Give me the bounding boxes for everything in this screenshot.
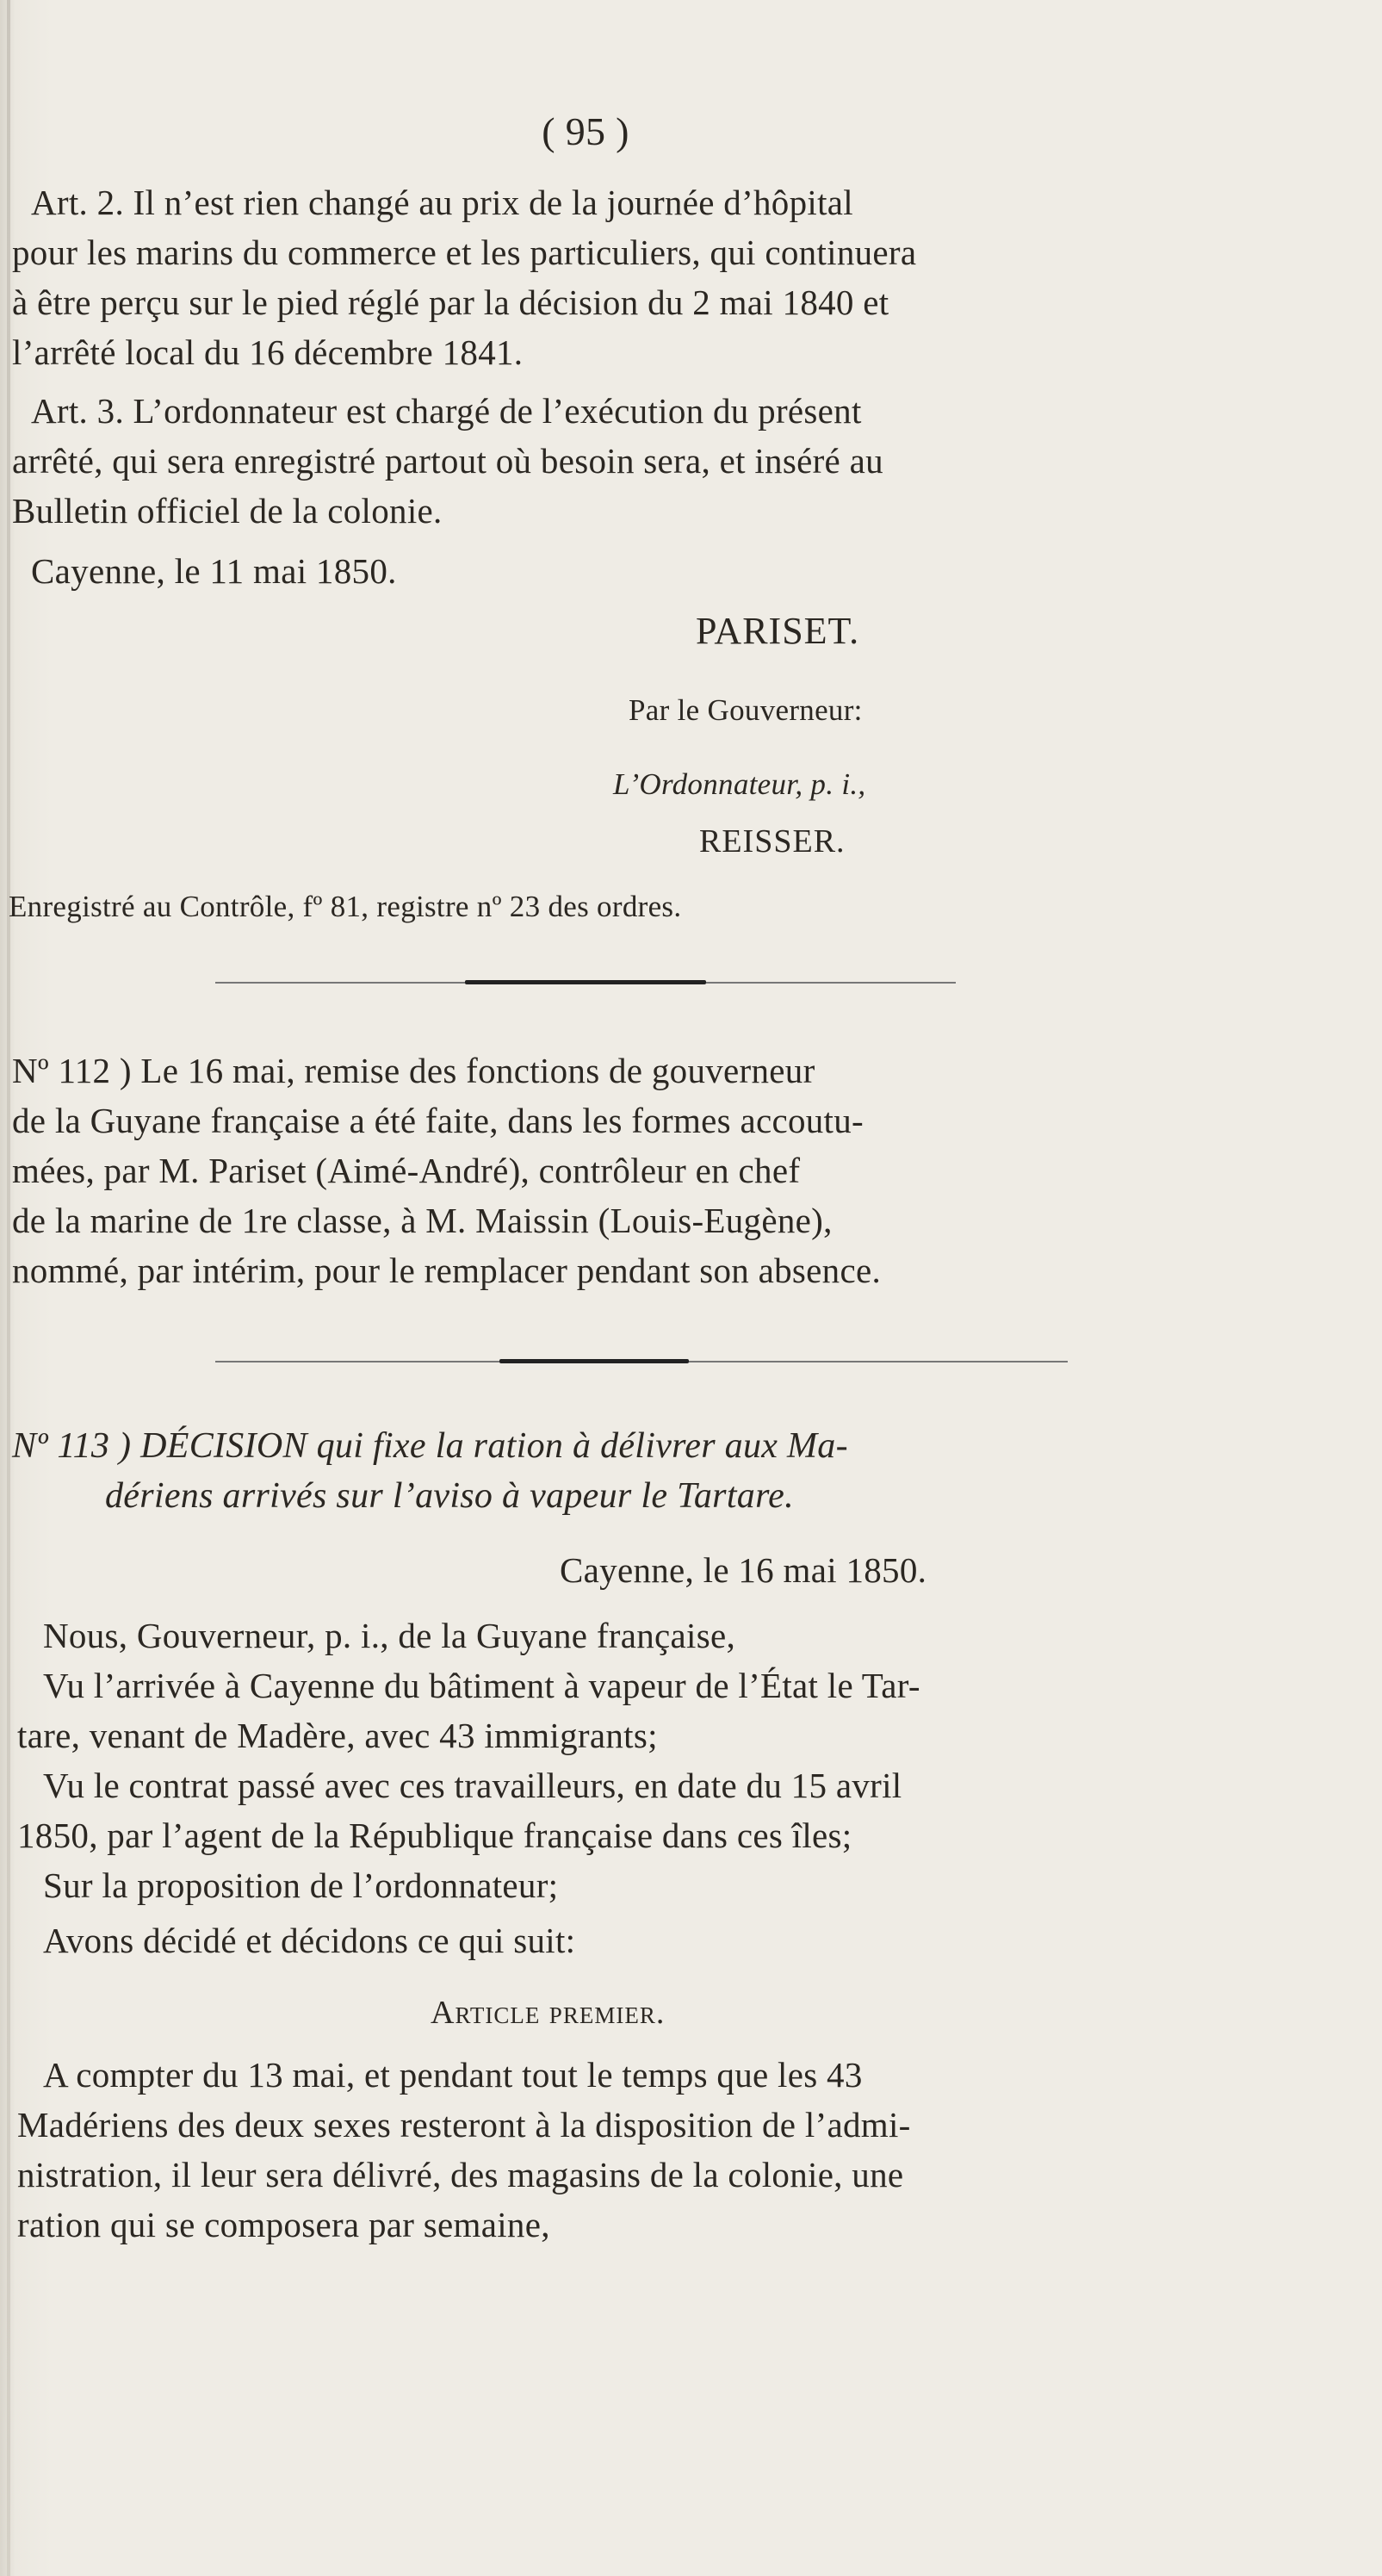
page-number: ( 95 ) — [542, 109, 629, 153]
article-line-3: nistration, il leur sera délivré, des magasins de la colonie, une — [17, 2155, 904, 2194]
no113-body-line-3: tare, venant de Madère, avec 43 immigrants; — [17, 1716, 658, 1755]
no113-body-line-5: 1850, par l’agent de la République française dans ces îles; — [17, 1816, 852, 1855]
art2-line-3: à être perçu sur le pied réglé par la décision du 2 mai 1840 et — [12, 282, 889, 322]
article-line-4: ration qui se composera par semaine, — [17, 2205, 550, 2244]
no113-body-line-6: Sur la proposition de l’ordonnateur; — [43, 1865, 559, 1905]
no113-title-line-2: dériens arrivés sur l’aviso à vapeur le Tartare. — [105, 1476, 794, 1516]
no113-body-line-1: Nous, Gouverneur, p. i., de la Guyane française, — [43, 1616, 736, 1655]
art3-line-3: Bulletin officiel de la colonie. — [12, 491, 443, 531]
no112-line-4: de la marine de 1re classe, à M. Maissin (Louis-Eugène), — [12, 1201, 833, 1240]
art2-line-1: Art. 2. Il n’est rien changé au prix de la journée d’hôpital — [31, 183, 853, 222]
art3-line-2: arrêté, qui sera enregistré partout où besoin sera, et inséré au — [12, 441, 883, 481]
signature-reisser: REISSER. — [699, 823, 846, 860]
no113-body-line-7: Avons décidé et décidons ce qui suit: — [43, 1921, 576, 1960]
no113-body-line-2: Vu l’arrivée à Cayenne du bâtiment à vapeur de l’État le Tar- — [43, 1666, 920, 1705]
art3-line-1: Art. 3. L’ordonnateur est chargé de l’exécution du présent — [31, 391, 862, 431]
separator-2-bold — [499, 1359, 689, 1363]
art2-line-4: l’arrêté local du 16 décembre 1841. — [12, 332, 524, 372]
page-gutter — [7, 0, 10, 2576]
art2-line-2: pour les marins du commerce et les particuliers, qui continuera — [12, 233, 917, 272]
separator-1-bold — [465, 980, 706, 984]
article-line-2: Madériens des deux sexes resteront à la disposition de l’admi- — [17, 2105, 911, 2145]
no113-title-line-1: Nº 113 ) DÉCISION qui fixe la ration à délivrer aux Ma- — [12, 1426, 848, 1466]
enregistre-note: Enregistré au Contrôle, fº 81, registre nº 23 des ordres. — [9, 890, 682, 923]
signature-pariset: PARISET. — [696, 610, 860, 652]
article-premier-heading: Article premier. — [431, 1995, 666, 2031]
article-line-1: A compter du 13 mai, et pendant tout le temps que les 43 — [43, 2055, 863, 2095]
no112-line-5: nommé, par intérim, pour le remplacer pendant son absence. — [12, 1251, 882, 1290]
no113-body-line-4: Vu le contrat passé avec ces travailleurs, en date du 15 avril — [43, 1766, 902, 1805]
no112-line-1: Nº 112 ) Le 16 mai, remise des fonctions de gouverneur — [12, 1051, 815, 1090]
no112-line-3: mées, par M. Pariset (Aimé-André), contrôleur en chef — [12, 1151, 801, 1190]
ordonnateur-label: L’Ordonnateur, p. i., — [613, 767, 866, 801]
place-date-1: Cayenne, le 11 mai 1850. — [31, 551, 397, 591]
no113-place-date: Cayenne, le 16 mai 1850. — [560, 1550, 927, 1590]
par-le-gouverneur: Par le Gouverneur: — [629, 693, 863, 727]
no112-line-2: de la Guyane française a été faite, dans les formes accoutu- — [12, 1101, 864, 1140]
